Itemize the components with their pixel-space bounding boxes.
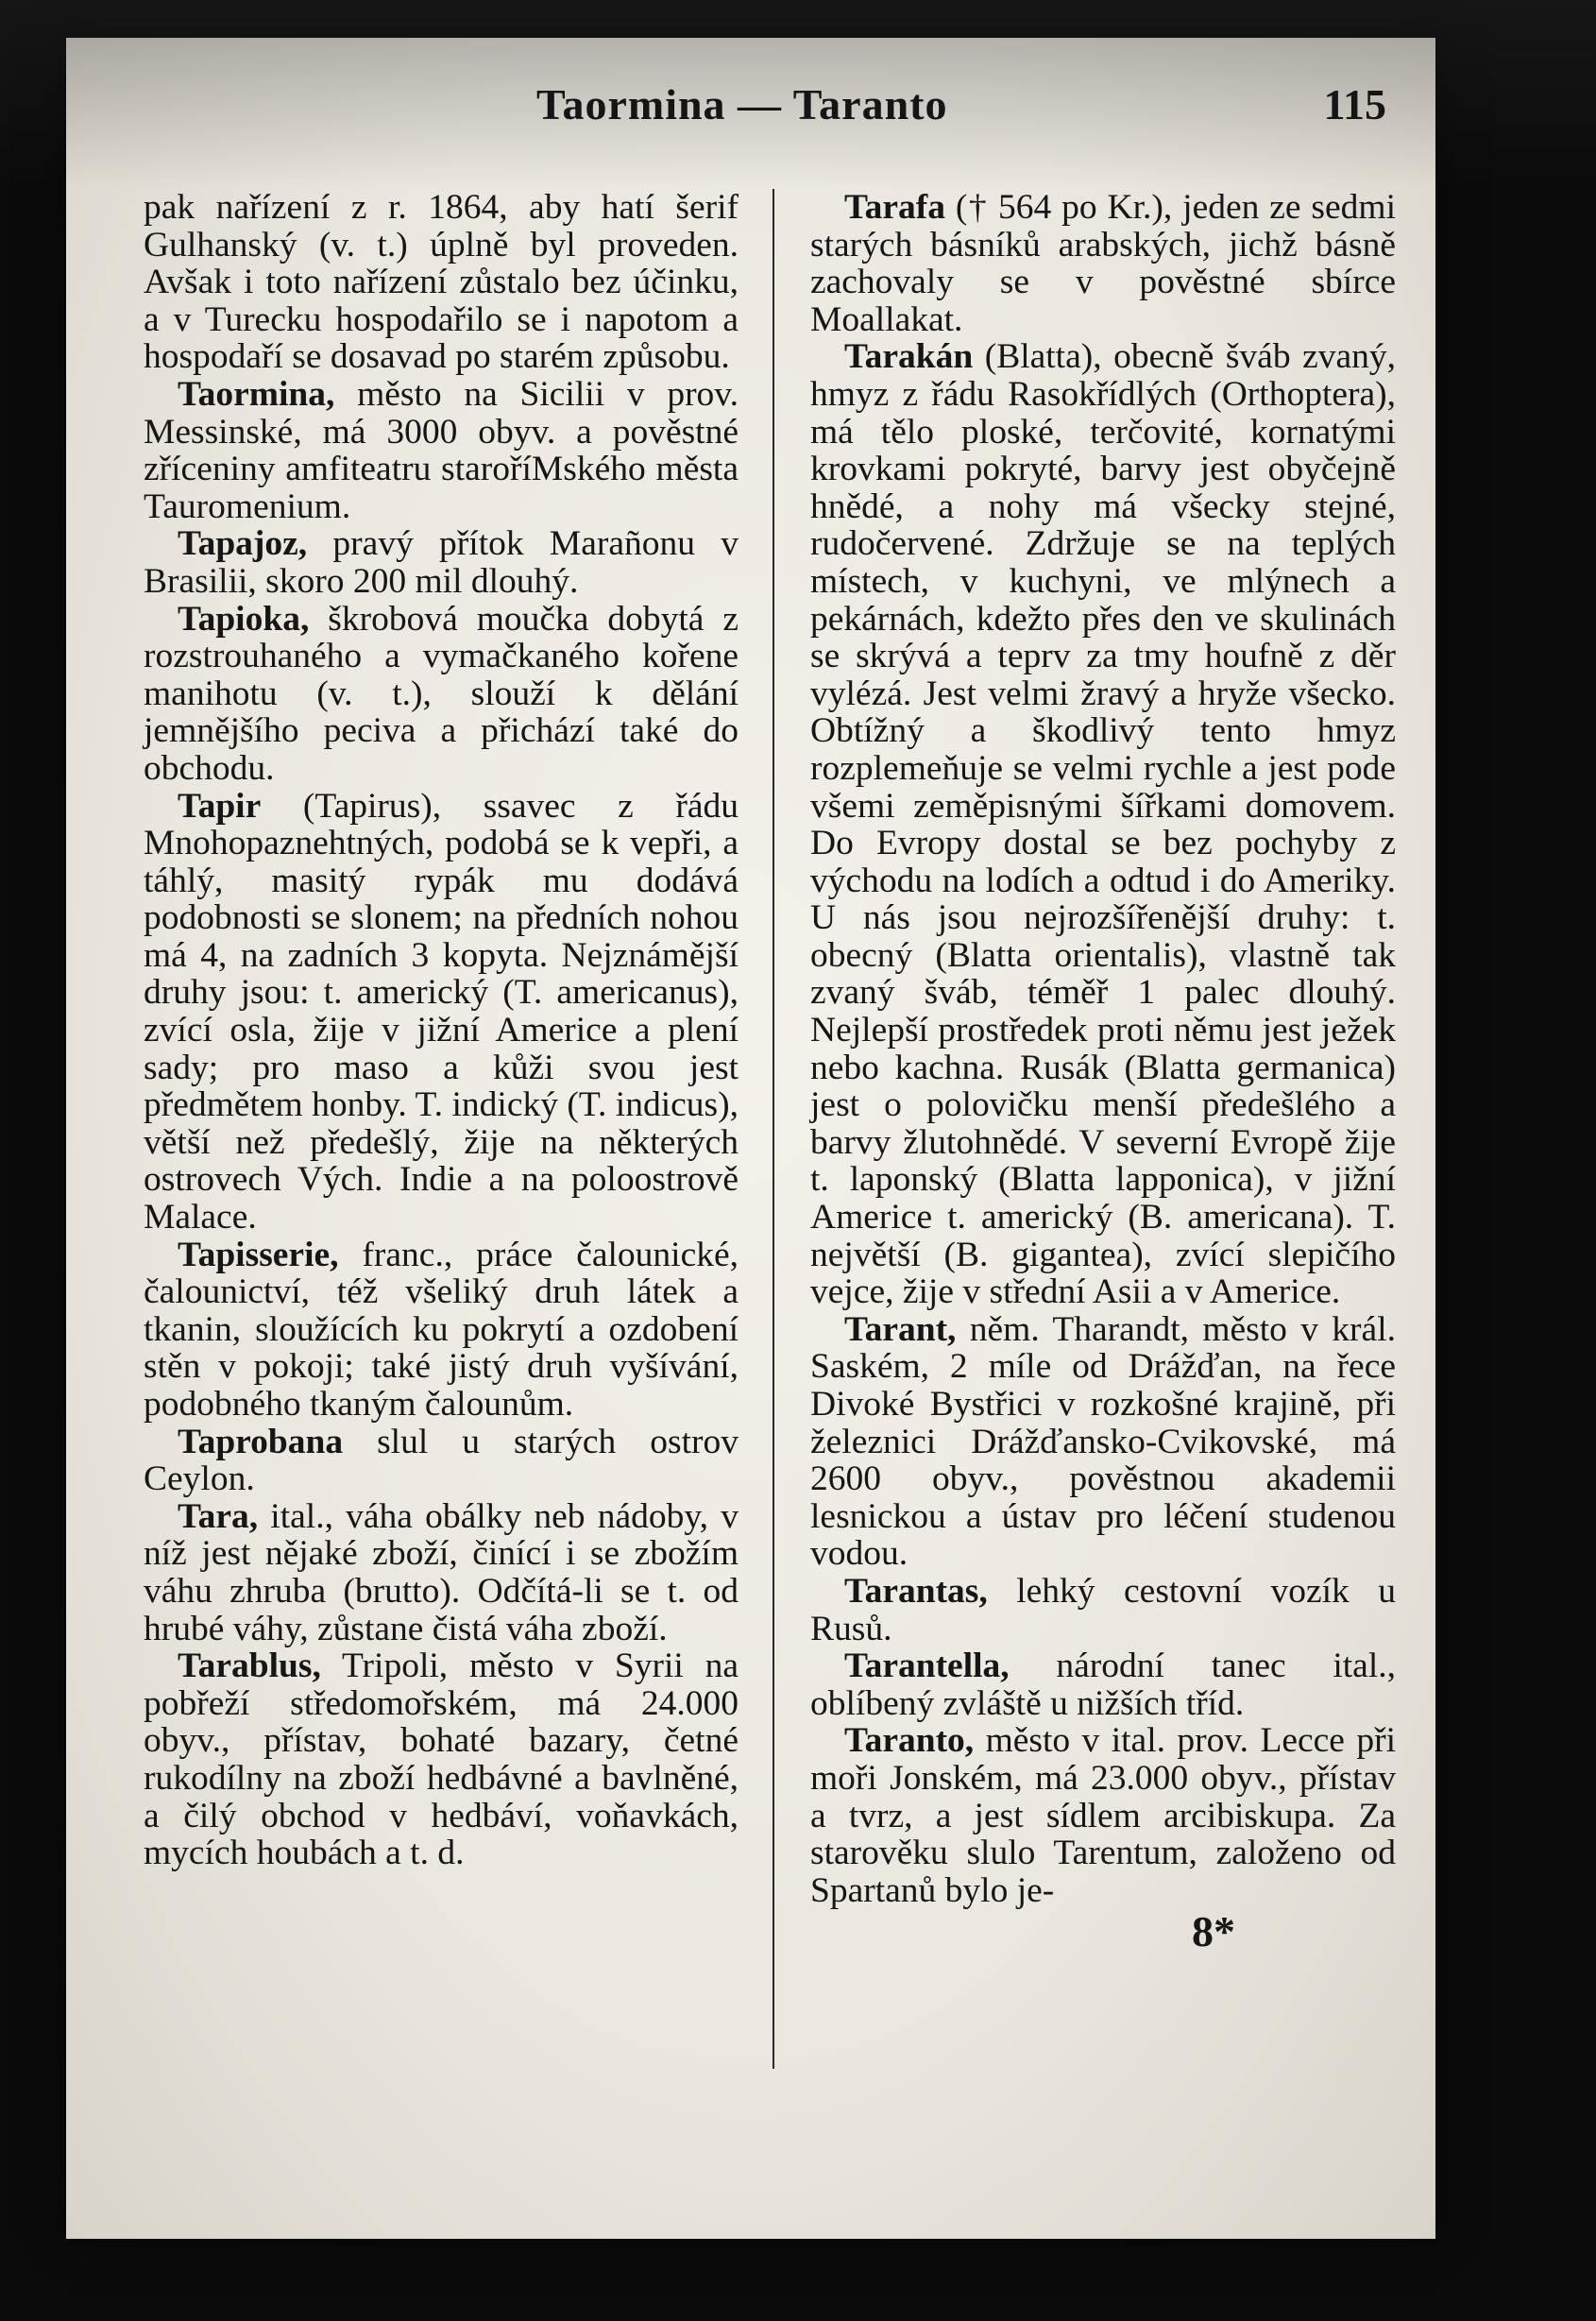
column-divider [773,189,774,2069]
entry-tapajoz: Tapajoz, pravý přítok Marañonu v Brasilii, skoro 200 mil dlouhý. [144,524,739,601]
entry-tapioka: Tapioka, škrobová moučka dobytá z rozstrouhaného a vymačkaného kořene manihotu (v. t.), slouží k dělání jemnějšího peciva a přichází také do obchodu. [144,599,739,788]
right-column [810,189,1396,1994]
entry-tarablus: Tarablus, Tripoli, město v Syrii na pobřeží středomořském, má 24.000 obyv., přístav, bohaté bazary, četné rukodílny na zboží hedbávné a bavlněné, a čilý obchod v hedbáví, voňavkách, mycích houbách a t. d. [144,1647,739,1873]
page-number: 115 [1323,80,1386,128]
entry-tarantas: Tarantas, lehký cestovní vozík u Rusů. [810,1571,1396,1648]
entry-tarantella: Tarantella, národní tanec ital., oblíbený zvláště u nižších tříd. [810,1647,1396,1723]
page-header [83,62,1405,147]
entry-tapir: Tapir (Tapirus), ssavec z řádu Mnohopaznehtných, podobá se k vepři, a táhlý, masitý rypák mu dodává podobnosti se slonem; na předních nohou má 4, na zadních 3 kopyta. Nejznámější druhy jsou: t. americký (T. americanus), zvící osla, žije v jižní Americe a plení sady; pro maso a kůži svou jest předmětem honby. T. indický (T. indicus), větší než předešlý, žije na některých ostrovech Vých. Indie a na poloostrově Malace. [144,786,739,1237]
entry-tapisserie: Tapisserie, franc., práce čalounické, čalounictví, též všeliký druh látek a tkanin, sloužících ku pokrytí a ozdobení stěn v pokoji; také jistý druh vyšívání, podobného tkaným čalounům. [144,1235,739,1424]
entry-tara: Tara, ital., váha obálky neb nádoby, v níž jest nějaké zboží, činící i se zbožím váhu zhruba (brutto). Odčítá-li se t. od hrubé váhy, zůstane čistá váha zboží. [144,1496,739,1648]
entry-taranto: Taranto, město v ital. prov. Lecce při moři Jonském, má 23.000 obyv., přístav a tvrz, a jest sídlem arcibiskupa. Za starověku slulo Tarentum, založeno od Spartanů bylo je- [810,1721,1396,1910]
signature-mark: 8* [1192,1907,1235,1956]
entry-taormina: Taormina, město na Sicilii v prov. Messinské, má 3000 obyv. a pověstné zříceniny amfiteatru staroříMského města Tauromenium. [144,374,739,526]
entry-tarafa: Tarafa († 564 po Kr.), jeden ze sedmi starých básníků arabských, jichž básně zachovaly se v pověstné sbírce Moallakat. [810,188,1396,339]
running-title: Taormina — Taranto [536,80,948,128]
entry-tarant: Tarant, něm. Tharandt, město v král. Saském, 2 míle od Drážďan, na řece Divoké Bystřici v rozkošné krajině, při železnici Drážďansko-Cvikovské, má 2600 obyv., pověstnou akademii lesnickou a ústav pro léčení studenou vodou. [810,1309,1396,1574]
entry-continuation: pak nařízení z r. 1864, aby hatí šerif Gulhanský (v. t.) úplně byl proveden. Avšak i toto nařízení zůstalo bez účinku, a v Turecku hospodařilo se i napotom a hospodaří se dosavad po starém způsobu. [144,188,739,377]
entry-taprobana: Taprobana slul u starých ostrov Ceylon. [144,1422,739,1499]
entry-tarakan: Tarakán (Blatta), obecně šváb zvaný, hmyz z řádu Rasokřídlých (Orthoptera), má tělo ploské, terčovité, kornatými krovkami pokryté, barvy jest obyčejně hnědé, a nohy má všecky stejné, rudočervené. Zdržuje se na teplých místech, v kuchyni, ve mlýnech a pekárnách, kdežto přes den ve skulinách se skrývá a teprv za tmy houfně z děr vylézá. Jest velmi žravý a hryže všecko. Obtížný a škodlivý tento hmyz rozplemeňuje se velmi rychle a jest pode všemi zeměpisnými šířkami domovem. Do Evropy dostal se bez pochyby z východu na lodích a odtud i do Ameriky. U nás jsou nejrozšířenější druhy: t. obecný (Blatta orientalis), vlastně tak zvaný šváb, téměř 1 palec dlouhý. Nejlepší prostředek proti němu jest ježek nebo kachna. Rusák (Blatta germanica) jest o polovičku menší předešlého a barvy žlutohnědé. V severní Evropě žije t. laponský (Blatta lapponica), v jižní Americe t. americký (B. americana). T. největší (B. gigantea), zvící slepičího vejce, žije v střední Asii a v Americe. [810,337,1396,1312]
left-column [144,189,739,1872]
